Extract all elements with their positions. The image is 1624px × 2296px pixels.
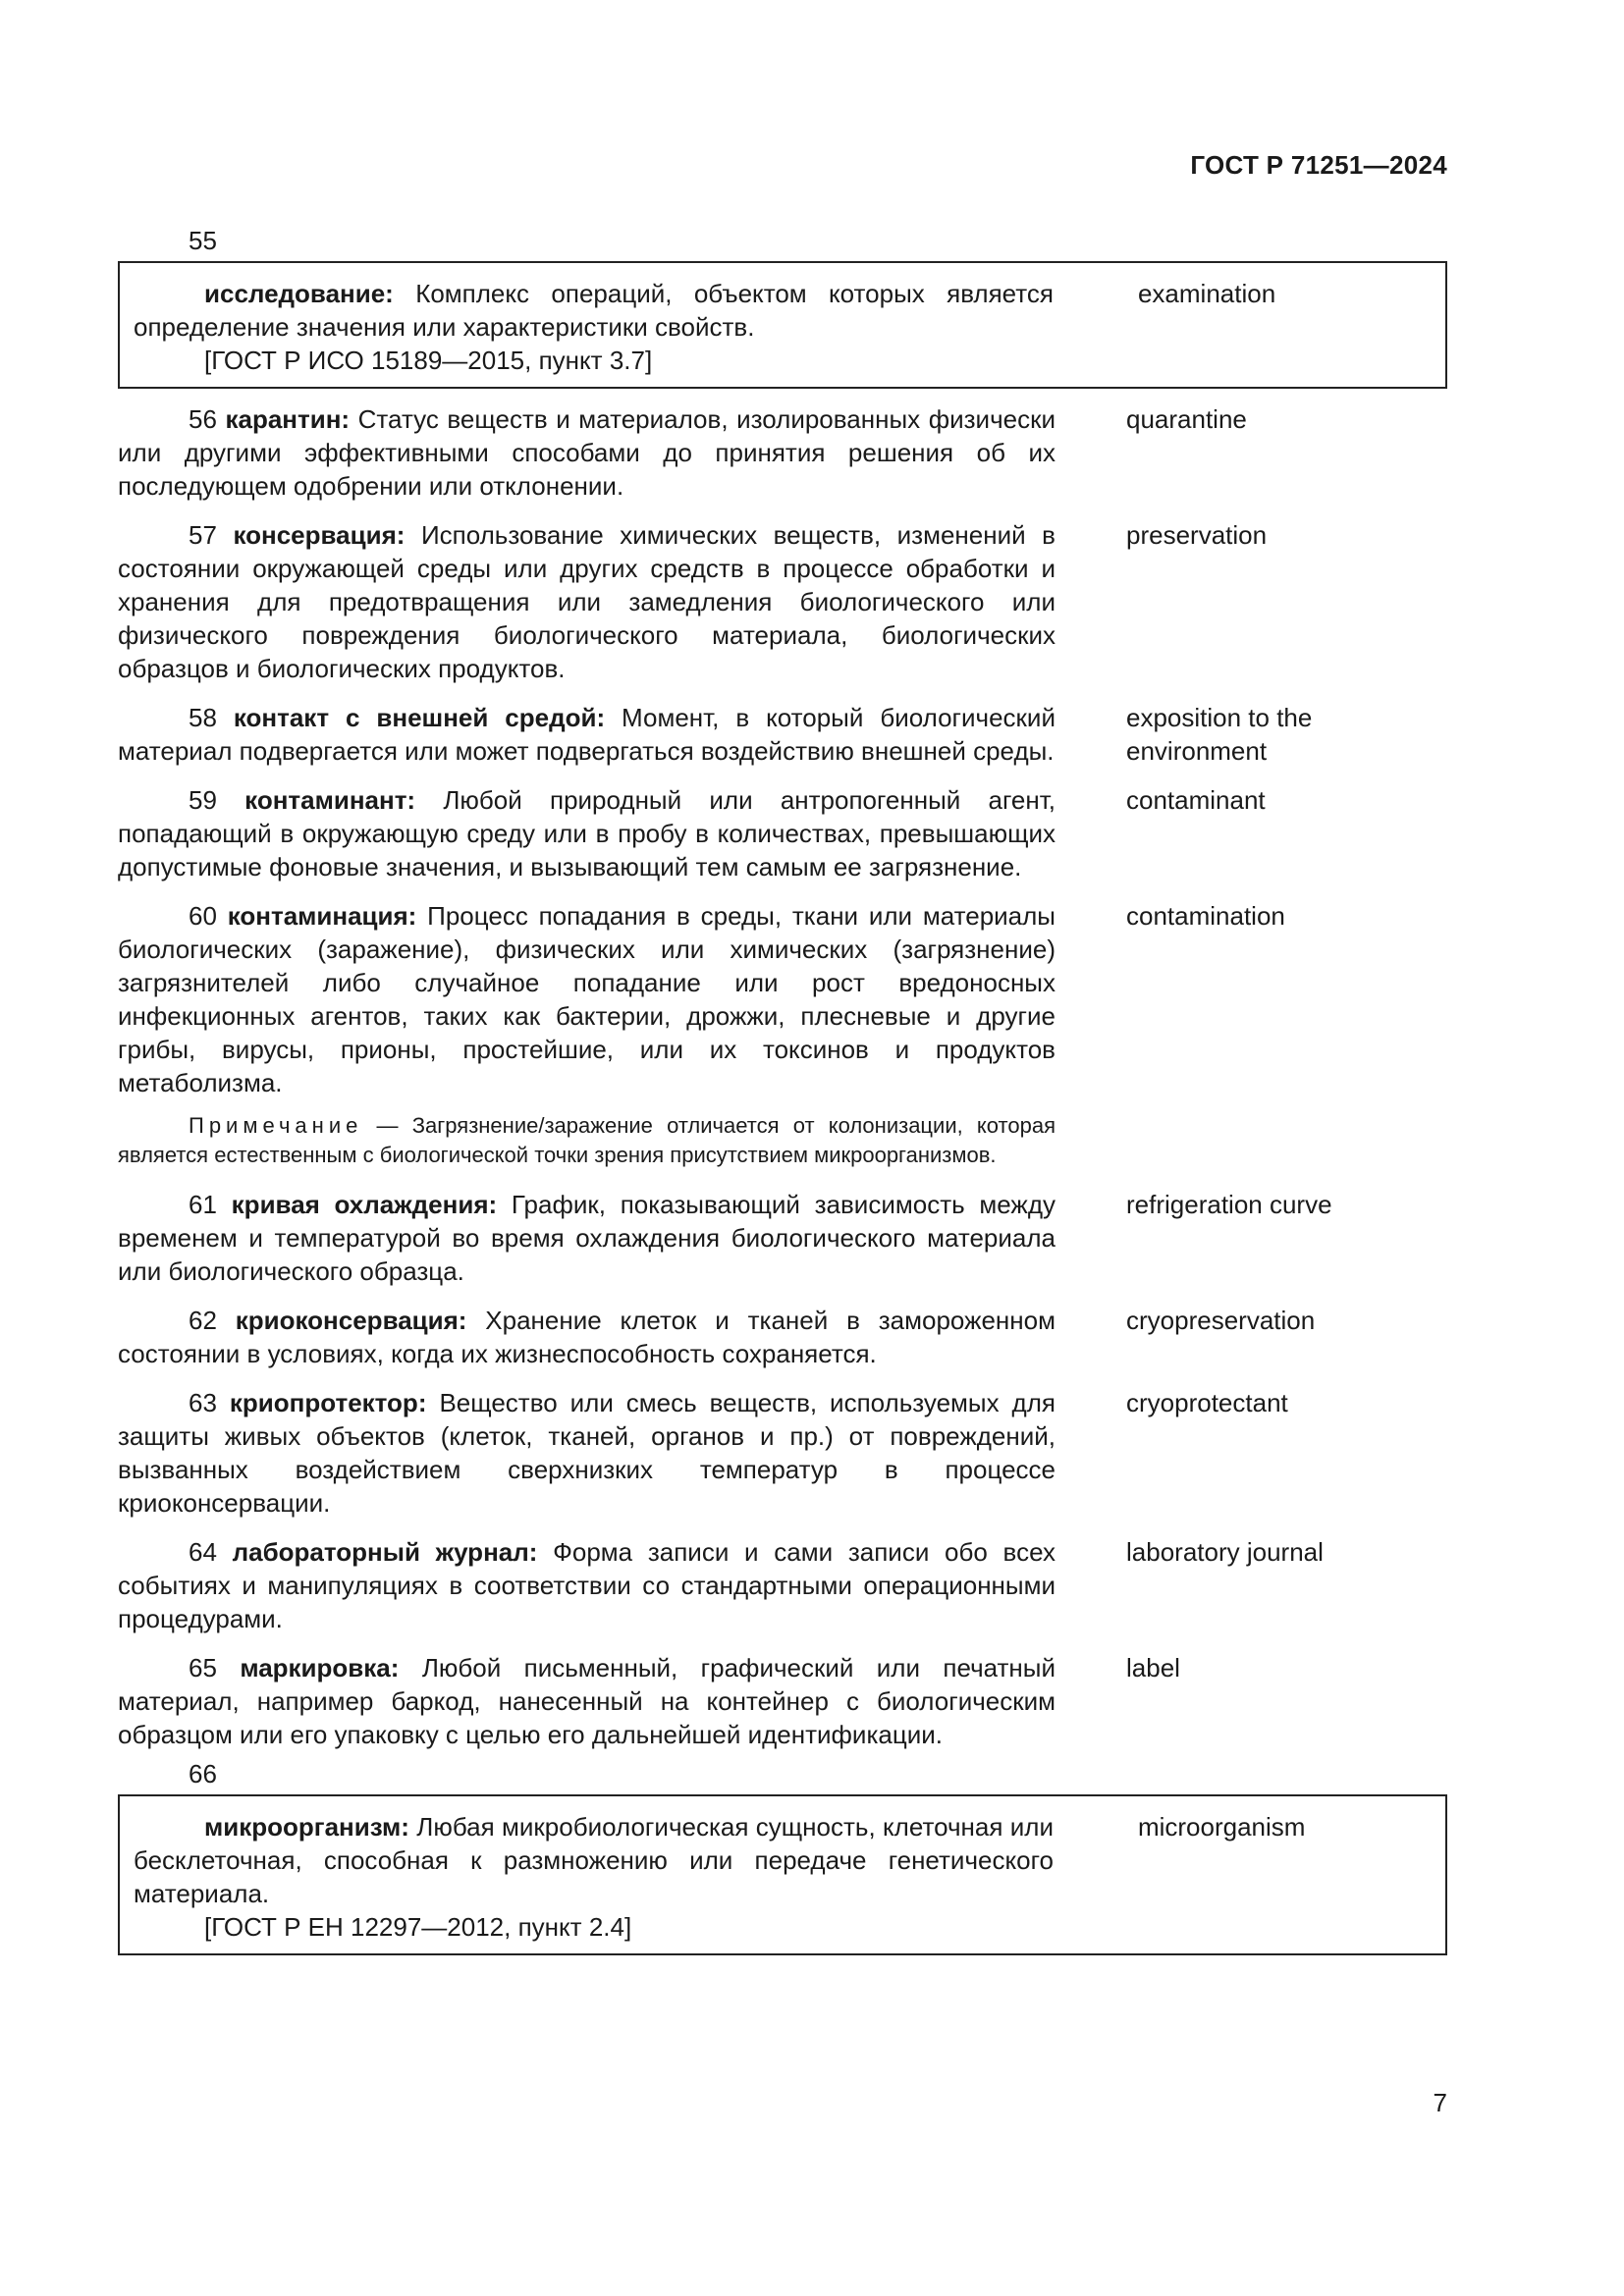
term-number: 61 [189,1190,217,1219]
definition-block [118,701,1056,768]
english-equivalent: contamination [1126,901,1285,931]
english-equivalent: laboratory journal [1126,1537,1324,1567]
term-title: контаминация: [227,901,417,931]
term-number: 57 [189,520,217,550]
definition-block [118,1188,1056,1288]
term-entry-65 [118,1651,1447,1751]
term-entry-55 [134,277,1432,377]
note-label: Примечание [189,1113,363,1138]
term-title: контакт с внешней средой: [233,703,606,732]
note-dash: — [362,1113,412,1138]
term-entry-64 [118,1535,1447,1635]
term-entry-63 [118,1386,1447,1520]
term-definition: Любая микробиологическая сущность, клеточная или бесклеточная, способная к размножению или передаче генетического материала. [134,1812,1054,1908]
definition-block [118,402,1056,503]
term-title: консервация: [233,520,406,550]
term-number: 56 [189,404,217,434]
term-definition: Процесс попадания в среды, ткани или материалы биологических (заражение), физических или химических (загрязнение) загрязнителей либо случайное попадание или рост вредоносных инфекционных агентов, таких как бактерии, дрожжи, плесневые и другие грибы, вирусы, прионы, простейшие, или их токсинов и продуктов метаболизма. [118,901,1056,1097]
term-definition: Использование химических веществ, изменений в состоянии окружающей среды или других средств в процессе обработки и хранения для предотвращения или замедления биологического или физического повреждения биологического материала, биологических образцов и биологических продуктов. [118,520,1056,683]
term-entry-56 [118,402,1447,503]
term-number: 63 [189,1388,217,1417]
term-entry-66 [134,1810,1432,1944]
definition-block [118,1651,1056,1751]
standard-designation: ГОСТ Р 71251—2024 [1190,150,1447,180]
term-definition: Любой письменный, графический или печатный материал, например баркод, нанесенный на контейнер с биологическим образцом или его упаковку с целью его дальнейшей идентификации. [118,1653,1056,1749]
term-title: контаминант: [244,785,416,815]
note-text: Загрязнение/заражение отличается от колонизации, которая является естественным с биологической точки зрения присутствием микроорганизмов. [118,1113,1056,1167]
english-equivalent: refrigeration curve [1126,1190,1332,1219]
term-number: 64 [189,1537,217,1567]
term-definition: Любой природный или антропогенный агент, попадающий в окружающую среду или в пробу в количествах, превышающих допустимые фоновые значения, и вызывающий тем самым ее загрязнение. [118,785,1056,881]
term-number: 65 [189,1653,217,1682]
term-definition: Форма записи и сами записи обо всех событиях и манипуляциях в соответствии со стандартными операционными процедурами. [118,1537,1056,1633]
term-entry-57 [118,518,1447,685]
term-entry-58 [118,701,1447,768]
term-number: 58 [189,703,217,732]
term-source: [ГОСТ Р ЕН 12297—2012, пункт 2.4] [204,1912,632,1942]
english-equivalent: label [1126,1653,1180,1682]
english-equivalent: exposition to the environment [1126,703,1313,766]
term-title: микроорганизм: [204,1812,409,1842]
boxed-term-66 [118,1794,1447,1955]
term-number: 62 [189,1306,217,1335]
term-number: 59 [189,785,217,815]
english-equivalent: examination [1137,279,1276,308]
english-equivalent: microorganism [1137,1812,1306,1842]
term-title: кривая охлаждения: [231,1190,498,1219]
definition-block [118,1535,1056,1635]
definition-block [118,1386,1056,1520]
term-definition: График, показывающий зависимость между временем и температурой во время охлаждения биологического материала или биологического образца. [118,1190,1056,1286]
term-definition: Момент, в который биологический материал подвергается или может подвергаться воздействию внешней среды. [118,703,1056,766]
term-title: криоконсервация: [235,1306,467,1335]
term-title: лабораторный журнал: [232,1537,538,1567]
term-definition: Статус веществ и материалов, изолированных физически или другими эффективными способами до принятия решения об их последующем одобрении или отклонении. [118,404,1056,501]
term-definition: Хранение клеток и тканей в замороженном состоянии в условиях, когда их жизнеспособность сохраняется. [118,1306,1056,1368]
term-definition: Вещество или смесь веществ, используемых для защиты живых объектов (клеток, тканей, органов и пр.) от повреждений, вызванных воздействием сверхнизких температур в процессе криоконсервации. [118,1388,1056,1518]
term-definition: Комплекс операций, объектом которых является определение значения или характеристики свойств. [134,279,1054,342]
term-entry-59 [118,783,1447,883]
term-source: [ГОСТ Р ИСО 15189—2015, пункт 3.7] [204,346,653,375]
english-equivalent: contaminant [1126,785,1266,815]
english-equivalent: quarantine [1126,404,1247,434]
term-entry-60 [118,899,1447,1099]
page-number: 7 [1433,2088,1447,2117]
note-paragraph [118,1111,1056,1170]
definition-block [118,518,1056,685]
term-title: маркировка: [240,1653,400,1682]
definition-block [134,277,1054,377]
term-title: исследование: [204,279,394,308]
term-number: 60 [189,901,217,931]
term-title: карантин: [225,404,351,434]
term-entry-62 [118,1304,1447,1370]
definition-block [118,1304,1056,1370]
term-number-66: 66 [189,1759,217,1789]
term-entry-61 [118,1188,1447,1288]
english-equivalent: cryoprotectant [1126,1388,1288,1417]
term-title: криопротектор: [229,1388,427,1417]
terms-content [118,224,1447,1969]
definition-block [118,899,1056,1099]
boxed-term-55 [118,261,1447,389]
english-equivalent: preservation [1126,520,1268,550]
term-number-55: 55 [189,226,217,255]
definition-block [134,1810,1054,1944]
definition-block [118,783,1056,883]
english-equivalent: cryopreservation [1126,1306,1316,1335]
